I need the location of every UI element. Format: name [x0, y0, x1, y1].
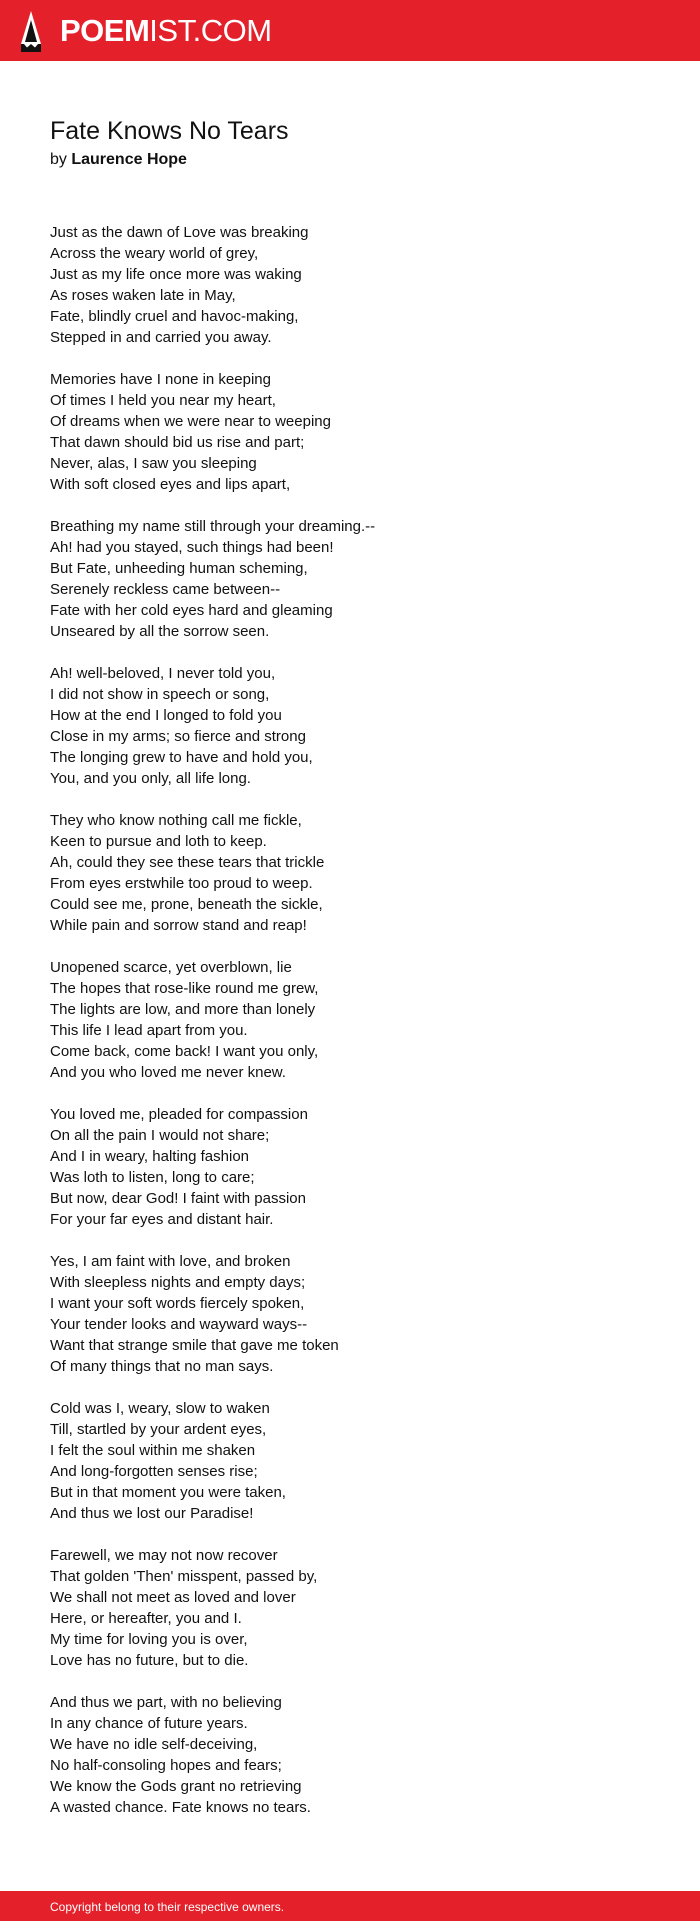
poem-line: With sleepless nights and empty days; [50, 1274, 306, 1291]
poem-line: From eyes erstwhile too proud to weep. [50, 875, 313, 892]
poem-line: How at the end I longed to fold you [50, 707, 282, 724]
poem-line: The hopes that rose-like round me grew, [50, 980, 319, 997]
poem-line: Love has no future, but to die. [50, 1652, 249, 1669]
poem-line: A wasted chance. Fate knows no tears. [50, 1799, 311, 1816]
poem-line: Ah! had you stayed, such things had been! [50, 539, 334, 556]
poem-line: Want that strange smile that gave me token [50, 1337, 339, 1354]
stanza [50, 1692, 650, 1818]
poem-line: And thus we part, with no believing [50, 1694, 282, 1711]
poem-content [50, 114, 650, 1839]
poem-line: And you who loved me never knew. [50, 1064, 286, 1081]
byline [50, 149, 650, 171]
poem-line: But in that moment you were taken, [50, 1484, 286, 1501]
poem-line: The longing grew to have and hold you, [50, 749, 313, 766]
poem-line: This life I lead apart from you. [50, 1022, 248, 1039]
stanza [50, 957, 650, 1083]
poem-line: My time for loving you is over, [50, 1631, 248, 1648]
poem-line: I felt the soul within me shaken [50, 1442, 256, 1459]
poem-line: And thus we lost our Paradise! [50, 1505, 254, 1522]
poem-line: We know the Gods grant no retrieving [50, 1778, 302, 1795]
poem-line: And I in weary, halting fashion [50, 1148, 250, 1165]
stanza [50, 663, 650, 789]
poem-line: Fate with her cold eyes hard and gleaming [50, 602, 333, 619]
poem-line: They who know nothing call me fickle, [50, 812, 302, 829]
site-footer [0, 1891, 700, 1921]
poem-line: I want your soft words fiercely spoken, [50, 1295, 305, 1312]
poem-line: Of dreams when we were near to weeping [50, 413, 331, 430]
poem-line: I did not show in speech or song, [50, 686, 270, 703]
poem-line: But Fate, unheeding human scheming, [50, 560, 308, 577]
poem-line: With soft closed eyes and lips apart, [50, 476, 291, 493]
stanza [50, 369, 650, 495]
poem-line: Could see me, prone, beneath the sickle, [50, 896, 323, 913]
poem-line: For your far eyes and distant hair. [50, 1211, 274, 1228]
poem-line: Across the weary world of grey, [50, 245, 259, 262]
poem-line: Ah! well-beloved, I never told you, [50, 665, 276, 682]
poem-line: That dawn should bid us rise and part; [50, 434, 305, 451]
stanza [50, 1251, 650, 1377]
author-name: Laurence Hope [71, 151, 187, 168]
poem-line: Keen to pursue and loth to keep. [50, 833, 267, 850]
poem-line: No half-consoling hopes and fears; [50, 1757, 282, 1774]
poem-line: Yes, I am faint with love, and broken [50, 1253, 291, 1270]
poem-line: Was loth to listen, long to care; [50, 1169, 255, 1186]
poem-line: Close in my arms; so fierce and strong [50, 728, 306, 745]
poem-line: Never, alas, I saw you sleeping [50, 455, 257, 472]
site-header [0, 0, 700, 61]
poem-line: We shall not meet as loved and lover [50, 1589, 296, 1606]
pen-nib-icon [20, 10, 42, 52]
poem-line: Till, startled by your ardent eyes, [50, 1421, 267, 1438]
poem-line: But now, dear God! I faint with passion [50, 1190, 306, 1207]
poem-line: While pain and sorrow stand and reap! [50, 917, 307, 934]
poem-line: Stepped in and carried you away. [50, 329, 272, 346]
poem-line: Breathing my name still through your dreaming.-- [50, 518, 376, 535]
poem-line: Farewell, we may not now recover [50, 1547, 278, 1564]
poem-line: Ah, could they see these tears that trickle [50, 854, 325, 871]
poem-line: As roses waken late in May, [50, 287, 236, 304]
poem-line: And long-forgotten senses rise; [50, 1463, 258, 1480]
poem-line: Of times I held you near my heart, [50, 392, 276, 409]
poem-line: Memories have I none in keeping [50, 371, 271, 388]
poem-line: Cold was I, weary, slow to waken [50, 1400, 270, 1417]
poem-line: You, and you only, all life long. [50, 770, 251, 787]
stanza [50, 222, 650, 348]
poem-line: Just as the dawn of Love was breaking [50, 224, 309, 241]
poem-line: Just as my life once more was waking [50, 266, 302, 283]
poem-line: The lights are low, and more than lonely [50, 1001, 316, 1018]
logo-text-bold: POEM [60, 13, 150, 48]
stanza [50, 1104, 650, 1230]
site-logo[interactable] [60, 11, 272, 51]
poem-line: Of many things that no man says. [50, 1358, 274, 1375]
poem-body [50, 222, 650, 1818]
stanza [50, 1545, 650, 1671]
stanza [50, 1398, 650, 1524]
poem-line: We have no idle self-deceiving, [50, 1736, 258, 1753]
copyright-text: Copyright belong to their respective owners. [50, 1900, 285, 1914]
poem-line: Unseared by all the sorrow seen. [50, 623, 270, 640]
stanza [50, 516, 650, 642]
poem-line: Unopened scarce, yet overblown, lie [50, 959, 292, 976]
stanza [50, 810, 650, 936]
poem-line: On all the pain I would not share; [50, 1127, 270, 1144]
poem-line: Serenely reckless came between-- [50, 581, 281, 598]
poem-line: Come back, come back! I want you only, [50, 1043, 319, 1060]
logo-text-light: IST.COM [149, 13, 272, 48]
poem-line: Your tender looks and wayward ways-- [50, 1316, 308, 1333]
poem-line: You loved me, pleaded for compassion [50, 1106, 308, 1123]
poem-line: Fate, blindly cruel and havoc-making, [50, 308, 299, 325]
poem-line: That golden 'Then' misspent, passed by, [50, 1568, 318, 1585]
poem-line: Here, or hereafter, you and I. [50, 1610, 242, 1627]
poem-title: Fate Knows No Tears [50, 117, 289, 145]
byline-prefix: by [50, 151, 67, 168]
poem-line: In any chance of future years. [50, 1715, 248, 1732]
